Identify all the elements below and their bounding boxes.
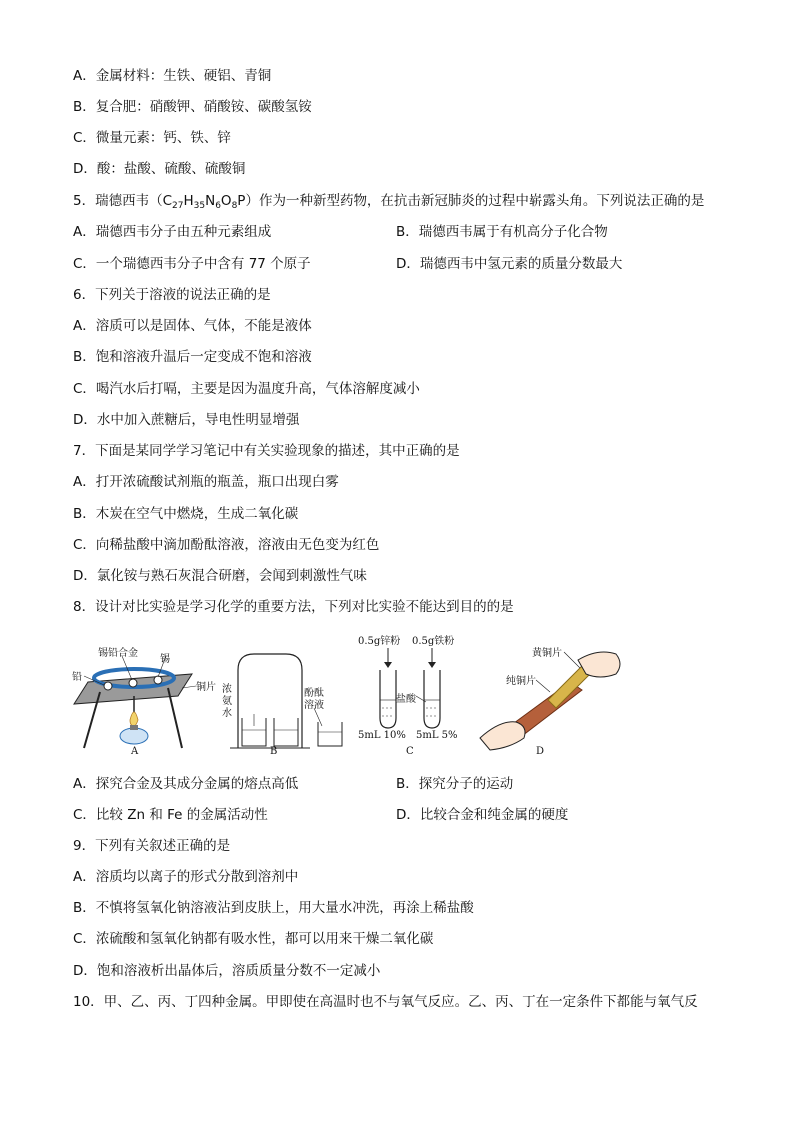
q5-option-d: D．瑞德西韦中氢元素的质量分数最大 [396,256,623,272]
q9-option-b: B．不慎将氢氧化钠溶液沾到皮肤上，用大量水冲洗，再涂上稀盐酸 [73,900,474,916]
q5-sub-h: 35 [193,201,206,211]
fig-d-caption: D [536,746,545,757]
q8-stem: 8．设计对比实验是学习化学的重要方法，下列对比实验不能达到目的的是 [73,599,514,615]
bell-jar [238,654,302,748]
fig-b-label-4: 酚酞 [304,688,324,699]
fig-b-label-2: 氨 [222,696,232,707]
q7-option-a: A．打开浓硫酸试剂瓶的瓶盖，瓶口出现白雾 [73,474,339,490]
test-tube-1 [380,670,396,728]
q5-sub-c: 27 [172,201,184,211]
fig-c-caption: C [406,746,414,757]
q4-option-c: C．微量元素：钙、铁、锌 [73,130,231,146]
lead-sample [104,682,112,690]
q8-figures [70,630,730,762]
q9-option-a: A．溶质均以离子的形式分散到溶剂中 [73,869,299,885]
fig-c-label-iron: 0.5g铁粉 [412,636,455,647]
q7-option-c: C．向稀盐酸中滴加酚酞溶液，溶液由无色变为红色 [73,537,380,553]
q5-stem [73,192,704,210]
left-hand [480,722,525,750]
q5-option-a: A．瑞德西韦分子由五种元素组成 [73,224,272,240]
q5-sub-n: 6 [215,201,221,211]
q7-option-b: B．木炭在空气中燃烧，生成二氧化碳 [73,506,299,522]
fig-c-label-10pct: 5mL 10% [358,730,406,741]
inner-phenolphthalein-beaker [274,718,298,746]
fig-a-label-lead: 铅 [72,672,82,683]
fig-b-label-1: 浓 [222,684,232,695]
fig-c-label-acid: 盐酸 [396,694,416,705]
figure-a-apparatus [74,656,196,748]
q5-stem-post: P）作为一种新型药物，在抗击新冠肺炎的过程中崭露头角。下列说法正确的是 [237,193,705,209]
fig-a-label-alloy: 锡铅合金 [98,648,138,659]
q7-stem: 7．下面是某同学学习笔记中有关实验现象的描述，其中正确的是 [73,443,460,459]
brass-plate [548,666,590,708]
figure-d-apparatus [480,652,620,750]
q9-option-d: D．饱和溶液析出晶体后，溶质质量分数不一定减小 [73,963,381,979]
q8-option-b: B．探究分子的运动 [396,776,514,792]
flame [130,712,138,726]
alloy-sample [129,679,137,687]
q9-stem: 9．下列有关叙述正确的是 [73,838,231,854]
fig-a-label-copper: 铜片 [196,682,216,693]
fig-c-label-5pct: 5mL 5% [416,730,458,741]
figure-b-apparatus [230,654,342,748]
q6-stem: 6．下列关于溶液的说法正确的是 [73,287,271,303]
q9-option-c: C．浓硫酸和氢氧化钠都有吸水性，都可以用来干燥二氧化碳 [73,931,434,947]
fig-a-caption: A [131,746,139,757]
q8-option-d: D．比较合金和纯金属的硬度 [396,807,569,823]
test-tube-2 [424,670,440,728]
fig-b-caption: B [270,746,278,757]
q6-option-b: B．饱和溶液升温后一定变成不饱和溶液 [73,349,312,365]
q5-option-b: B．瑞德西韦属于有机高分子化合物 [396,224,608,240]
alcohol-lamp [120,728,148,744]
q5-h: H [183,193,194,209]
q6-option-d: D．水中加入蔗糖后，导电性明显增强 [73,412,300,428]
q10-stem: 10．甲、乙、丙、丁四种金属。甲即使在高温时也不与氧气反应。乙、丙、丁在一定条件下都能与氧气反 [73,994,698,1010]
fig-d-label-brass: 黄铜片 [532,648,562,659]
q6-option-c: C．喝汽水后打嗝，主要是因为温度升高，气体溶解度减小 [73,381,420,397]
fig-a-label-tin: 锡 [160,654,170,665]
q8-option-c: C．比较 Zn 和 Fe 的金属活动性 [73,807,268,823]
q8-option-a: A．探究合金及其成分金属的熔点高低 [73,776,299,792]
fig-d-label-copper: 纯铜片 [506,676,536,687]
q5-option-c: C．一个瑞德西韦分子中含有 77 个原子 [73,256,311,272]
q5-sub-o: 8 [231,201,238,211]
q5-n: N [205,193,216,209]
q6-option-a: A．溶质可以是固体、气体，不能是液体 [73,318,312,334]
q4-option-a: A．金属材料：生铁、硬铝、青铜 [73,68,272,84]
q5-o: O [220,193,232,209]
q5-stem-pre: 5．瑞德西韦（C [73,193,173,209]
q4-option-b: B．复合肥：硝酸钾、硝酸铵、碳酸氢铵 [73,99,312,115]
tin-sample [154,676,162,684]
q4-option-d: D．酸：盐酸、硫酸、硫酸铜 [73,161,246,177]
fig-b-label-5: 溶液 [304,700,324,711]
fig-b-label-3: 水 [222,708,232,719]
q7-option-d: D．氯化铵与熟石灰混合研磨，会闻到刺激性气味 [73,568,367,584]
fig-c-label-zinc: 0.5g锌粉 [358,636,401,647]
figure-c-apparatus [380,648,440,728]
